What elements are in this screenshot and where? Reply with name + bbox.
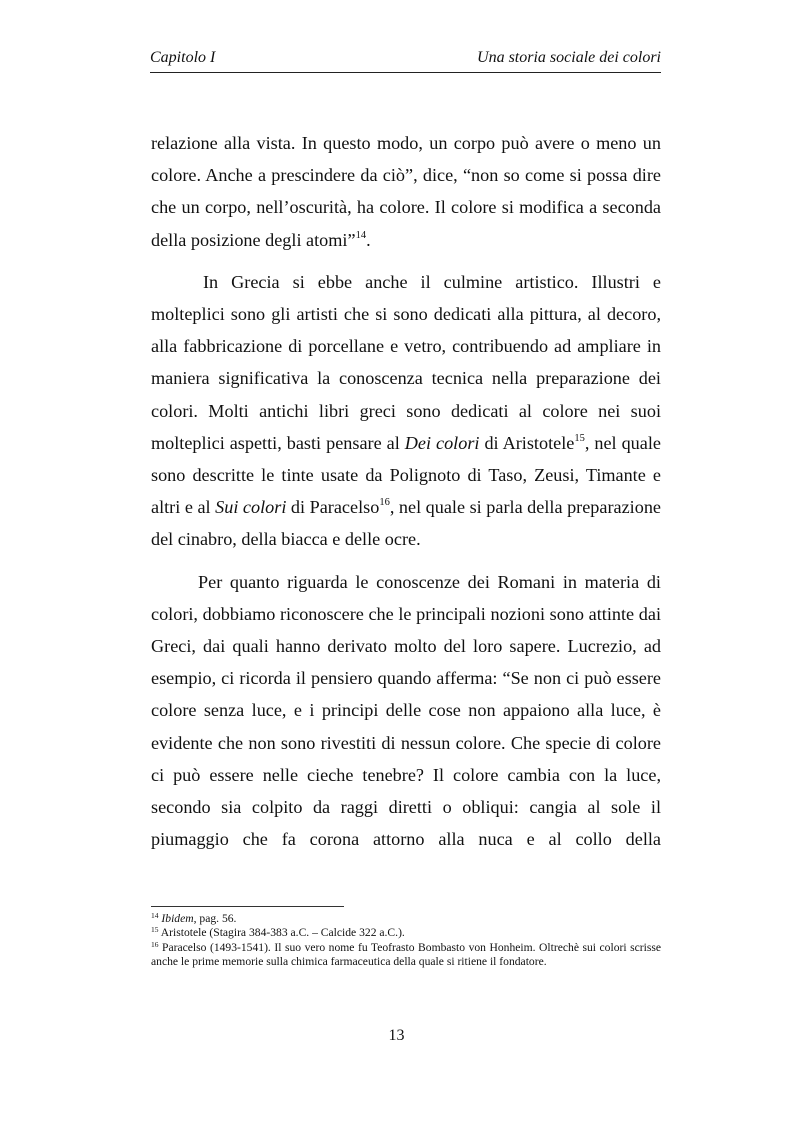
paragraph-3: Per quanto riguarda le conoscenze dei Romani in materia di colori, dobbiamo riconoscere che le principali nozioni sono attinte dai Greci, dai quali hanno derivato molto del loro sapere. Lucrezio, ad esempio, ci ricorda il pensiero quando afferma: “Se non ci può essere colore senza luce, e i principi delle cose non appaiono alla luce, è evidente che non sono rivestiti di nessun colore. Che specie di colore ci può essere nelle cieche tenebre? Il colore cambia con la luce, secondo sia colpito da raggi diretti o obliqui: cangia al sole il piumaggio che fa corona attorno alla nuca e al collo della: [151, 571, 661, 850]
paragraph-1-text: relazione alla vista. In questo modo, un corpo può avere o meno un colore. Anche a prescindere da ciò”, dice, “non so come si possa dire che un corpo, nell’oscurità, ha colore. Il colore si modifica a seconda della posizione degli atomi”: [151, 133, 661, 250]
footnote-ref-15: 15: [574, 432, 585, 444]
paragraph-2: [151, 266, 661, 556]
paragraph-2-text-a: In Grecia si ebbe anche il culmine artistico. Illustri e molteplici sono gli artisti che si sono dedicati alla pittura, al decoro, alla fabbricazione di porcellane e vetro, contribuendo ad ampliare in maniera significativa la conoscenza tecnica nella preparazione dei colori. Molti antichi libri greci sono dedicati al colore nei suoi molteplici aspetti, basti pensare al: [151, 271, 661, 453]
footnote-rule: [151, 906, 344, 907]
paragraph-1: [151, 127, 661, 256]
footnote-16: [151, 941, 661, 970]
footnote-text: Aristotele (Stagira 384-383 a.C. – Calcide 322 a.C.).: [160, 926, 405, 940]
footnote-number: 14: [151, 911, 159, 920]
header-rule: [150, 72, 661, 73]
footnote-text: , pag. 56.: [193, 912, 237, 925]
page-number: 13: [388, 1027, 405, 1044]
footnote-ref-14: 14: [355, 229, 367, 241]
title-sui-colori: Sui colori: [215, 497, 287, 518]
footnotes: [151, 912, 661, 970]
footnote-number: 16: [151, 939, 159, 949]
chapter-title: Una storia sociale dei colori: [477, 49, 661, 66]
footnote-14: [151, 912, 661, 926]
paragraph-2-text-c: , nel quale sono descritte le tinte usate da Polignoto di Taso, Zeusi, Timante e altri e al: [151, 432, 661, 518]
footnote-italic: Ibidem: [161, 912, 194, 925]
paragraph-2-text-b: di Aristotele: [479, 432, 575, 453]
paragraph-2-text-d: di Paracelso: [286, 497, 380, 518]
paragraph-2-text-e: , nel quale si parla della preparazione del cinabro, della biacca e delle ocre.: [151, 497, 661, 550]
body-text: [151, 127, 661, 855]
footnote-number: 15: [151, 925, 159, 935]
footnote-text: Paracelso (1493-1541). Il suo vero nome fu Teofrasto Bombasto von Honheim. Oltrechè sui colori scrisse anche le prime memorie sulla chimica farmaceutica della quale si ritiene il fondatore.: [151, 940, 662, 969]
footnote-15: [151, 926, 661, 940]
footnote-ref-16: 16: [379, 497, 390, 509]
paragraph-1-end: .: [366, 229, 371, 250]
running-header: [150, 48, 661, 68]
title-dei-colori: Dei colori: [404, 432, 480, 453]
chapter-label: Capitolo I: [150, 49, 216, 66]
